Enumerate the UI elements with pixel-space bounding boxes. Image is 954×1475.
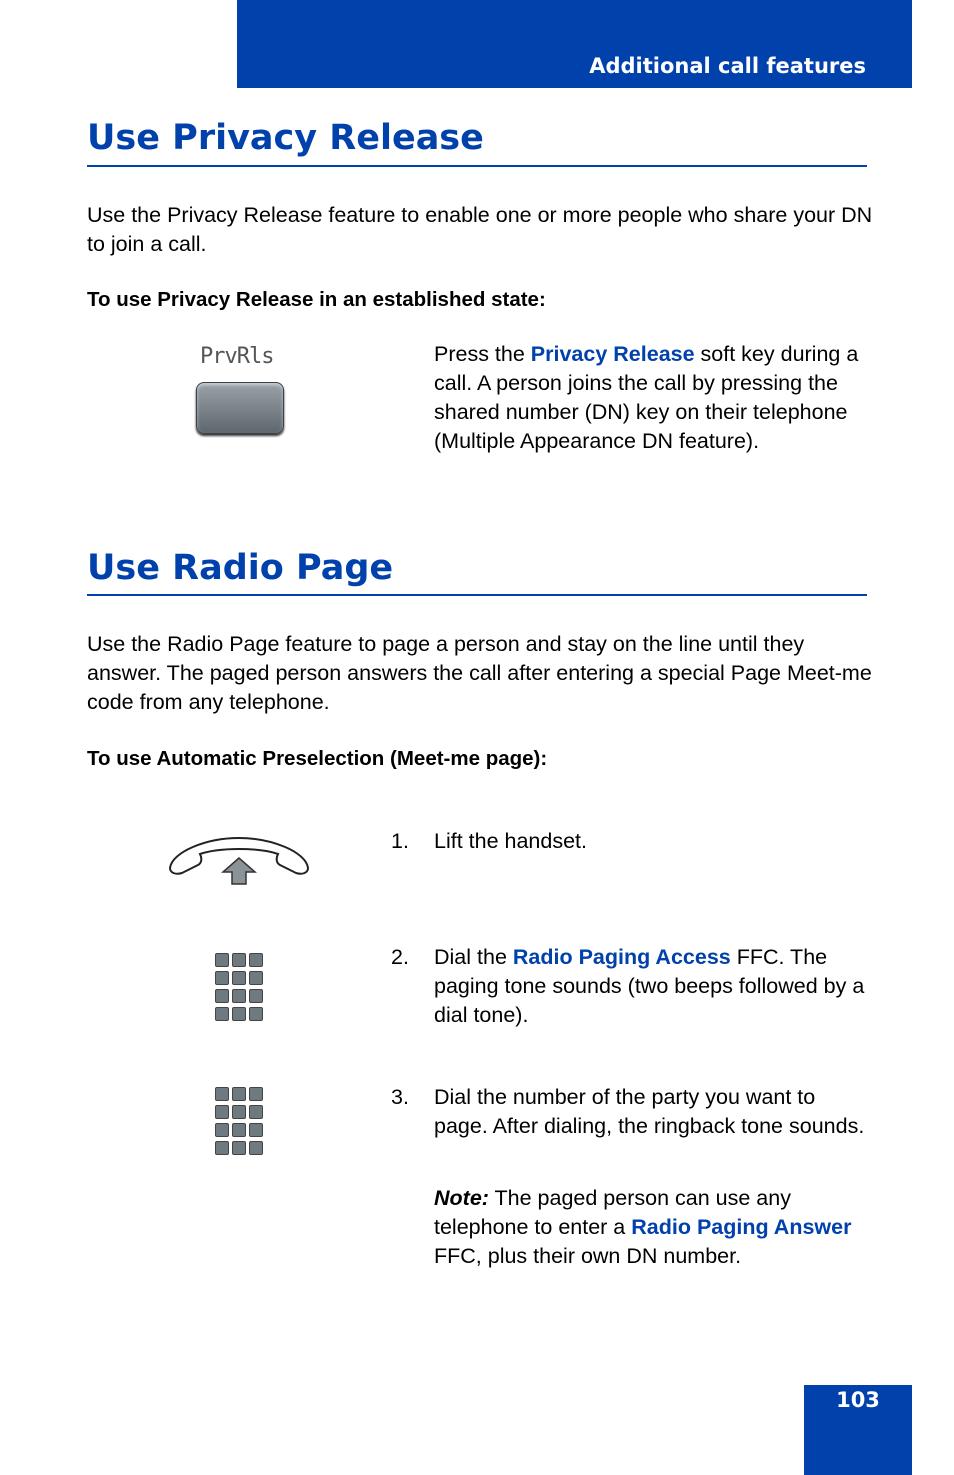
page-number: 103 [836,1388,880,1412]
step-text-post: FFC. The paging tone sounds (two beeps followed by a dial tone). [434,945,865,1027]
keypad-icon [215,953,263,1021]
step-text-post: soft key during a call. A person joins the call by pressing the shared number (DN) key on their telephone (Multiple Appearance DN feature). [434,342,859,453]
radio-step-2 [434,943,874,1030]
radio-step-3: Dial the number of the party you want to page. After dialing, the ringback tone sounds. [434,1085,865,1138]
section-title-privacy-release: Use Privacy Release [87,118,484,158]
section-divider [87,165,867,167]
privacy-intro: Use the Privacy Release feature to enable one or more people who share your DN to join a call. [87,203,873,256]
step-number: 2. [391,945,409,969]
key-name: Radio Paging Access [512,945,731,969]
section-divider [87,594,867,596]
note-text-pre: The paged person can use any telephone to enter a [434,1186,791,1239]
step-text-pre: Dial the [434,945,513,969]
page-number-box [804,1385,912,1475]
step-number: 3. [391,1085,409,1109]
radio-step-1: Lift the handset. [434,829,587,853]
softkey-label: PrvRls [200,344,274,369]
key-name: Radio Paging Answer [631,1215,852,1239]
chapter-title: Additional call features [589,54,866,78]
privacy-step [434,340,874,456]
soft-key-icon [196,382,284,434]
keypad-icon [215,1087,263,1155]
section-title-radio-page: Use Radio Page [87,548,394,588]
radio-intro: Use the Radio Page feature to page a person and stay on the line until they answer. The paged person answers the call after entering a special Page Meet-me code from any telephone. [87,632,872,714]
privacy-subheading: To use Privacy Release in an established state: [87,288,546,311]
radio-subheading: To use Automatic Preselection (Meet-me page): [87,747,548,770]
header-band [237,0,912,88]
handset-lift-icon [166,834,312,886]
note-label: Note: [434,1186,489,1210]
step-number: 1. [391,829,409,853]
step-text-pre: Press the [434,342,531,366]
note-text-post: FFC, plus their own DN number. [434,1244,742,1268]
key-name: Privacy Release [530,342,695,366]
note [434,1184,874,1271]
